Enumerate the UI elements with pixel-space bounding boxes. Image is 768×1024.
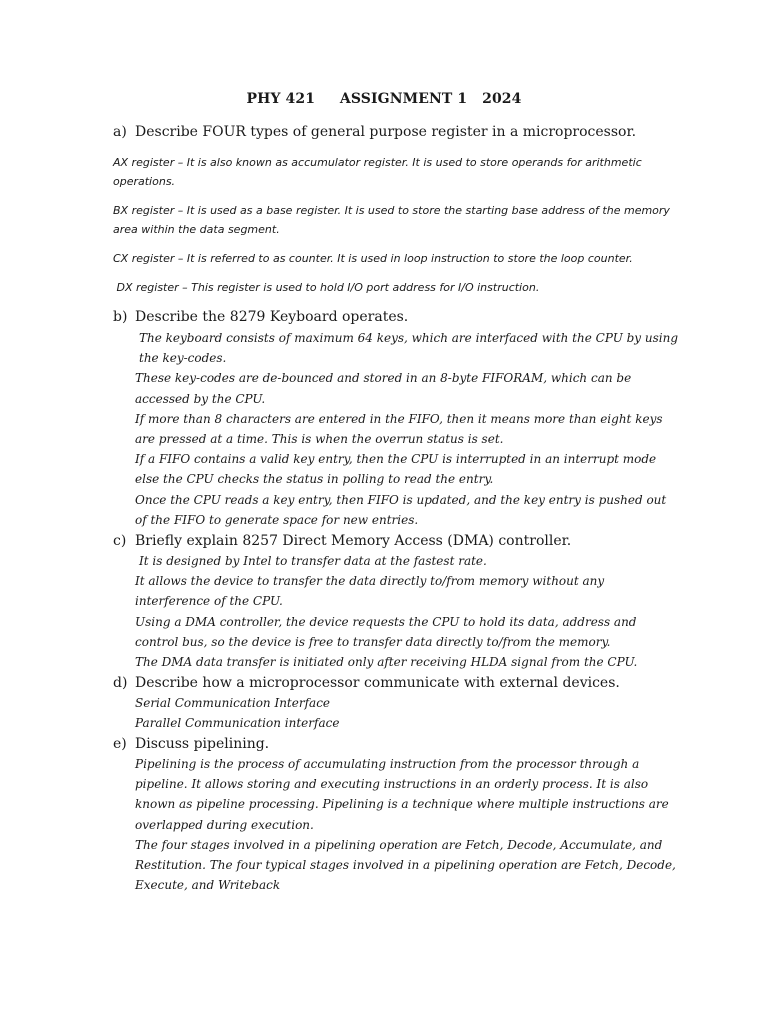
question-a-text: Describe FOUR types of general purpose register in a microprocessor. bbox=[135, 124, 637, 140]
question-b bbox=[113, 307, 408, 327]
question-c bbox=[113, 531, 571, 551]
answer-a-bx-register: BX register – It is used as a base register. It is used to store the starting base address of the memory area within the data segment. bbox=[113, 204, 670, 236]
answer-b-line-4: If a FIFO contains a valid key entry, then the CPU is interrupted in an interrupt mode else the CPU checks the status in polling to read the entry. bbox=[135, 452, 657, 487]
answer-b-line-5: Once the CPU reads a key entry, then FIFO is updated, and the key entry is pushed out of the FIFO to generate space for new entries. bbox=[135, 492, 667, 527]
question-b-letter: b) bbox=[113, 309, 128, 325]
answer-d-line-2: Parallel Communication interface bbox=[135, 716, 340, 731]
question-d bbox=[113, 673, 620, 693]
answer-b-line-1: The keyboard consists of maximum 64 keys, which are interfaced with the CPU by using the key-codes. bbox=[139, 331, 679, 366]
question-d-letter: d) bbox=[113, 675, 128, 691]
answer-d-line-1: Serial Communication Interface bbox=[135, 696, 331, 710]
answer-c-line-4: The DMA data transfer is initiated only after receiving HLDA signal from the CPU. bbox=[135, 655, 638, 670]
answer-b bbox=[135, 328, 680, 530]
answer-e-line-2: The four stages involved in a pipelining operation are Fetch, Decode, Accumulate, and Restitution. The four typical stages involved in a pipelining operation are Fetch, Decode, Execute, and Writeback bbox=[135, 837, 676, 893]
answer-c-line-3: Using a DMA controller, the device requests the CPU to hold its data, address and control bus, so the device is free to transfer data directly to/from the memory. bbox=[135, 614, 637, 649]
question-c-letter: c) bbox=[113, 533, 127, 549]
question-a-letter: a) bbox=[113, 124, 127, 140]
page-title: PHY 421 ASSIGNMENT 1 2024 bbox=[246, 91, 522, 107]
answer-a-cx-register: CX register – It is referred to as counter. It is used in loop instruction to store the loop counter. bbox=[113, 252, 633, 265]
answer-c-line-2: It allows the device to transfer the data directly to/from memory without any interference of the CPU. bbox=[135, 574, 605, 609]
question-b-text: Describe the 8279 Keyboard operates. bbox=[135, 309, 409, 325]
answer-a-ax-register: AX register – It is also known as accumulator register. It is used to store operands for arithmetic operations. bbox=[113, 156, 642, 188]
answer-e-line-1: Pipelining is the process of accumulating instruction from the processor through a pipeline. It allows storing and executing instructions in an orderly process. It is also known as pipeline processing. Pipelining is a technique where multiple instructions are overlapped during execution. bbox=[135, 757, 669, 832]
question-e bbox=[113, 734, 269, 754]
answer-c-line-1: It is designed by Intel to transfer data at the fastest rate. bbox=[139, 554, 487, 568]
answer-a-dx-register: DX register – This register is used to hold I/O port address for I/O instruction. bbox=[113, 281, 540, 294]
question-a bbox=[113, 122, 636, 142]
question-e-letter: e) bbox=[113, 736, 127, 752]
answer-d bbox=[135, 693, 680, 733]
answer-c bbox=[135, 551, 680, 672]
question-c-text: Briefly explain 8257 Direct Memory Access (DMA) controller. bbox=[135, 533, 572, 549]
question-d-text: Describe how a microprocessor communicate with external devices. bbox=[135, 675, 620, 691]
answer-b-line-3: If more than 8 characters are entered in the FIFO, then it means more than eight keys are pressed at a time. This is when the overrun status is set. bbox=[135, 411, 663, 447]
answer-e bbox=[135, 754, 680, 895]
answer-b-line-2: These key-codes are de-bounced and stored in an 8-byte FIFORAM, which can be accessed by the CPU. bbox=[135, 371, 632, 406]
question-e-text: Discuss pipelining. bbox=[135, 736, 270, 752]
